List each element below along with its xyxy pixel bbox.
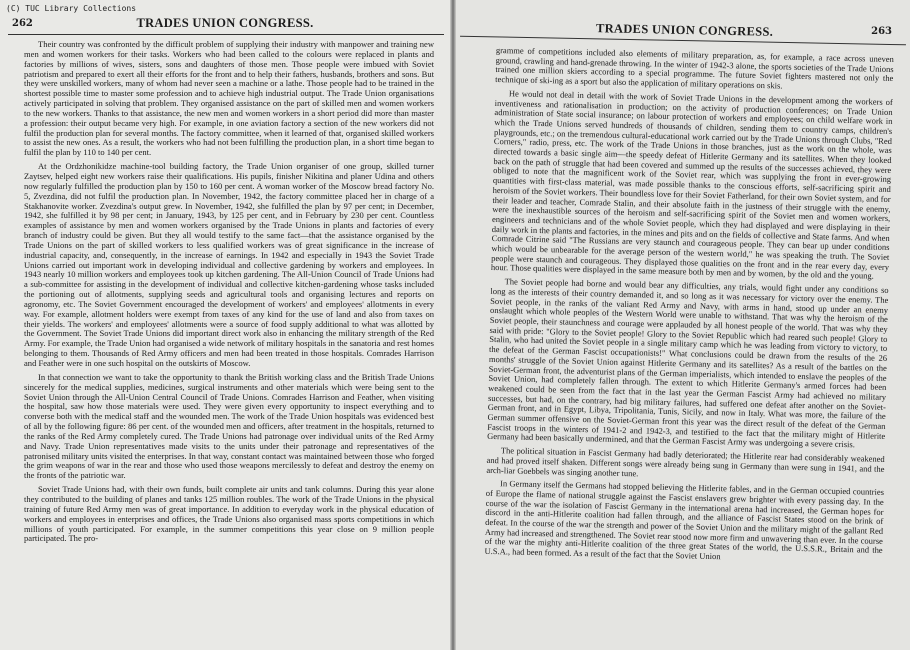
running-head: TRADES UNION CONGRESS. bbox=[136, 16, 314, 30]
paragraph: In Germany itself the Germans had stopped believing the Hitlerite fables, and in the German occupied countries of Europe the flame of national struggle against the Fascist enslavers grew brighter with every passing day. In the course of the war the isolation of Fascist Germany in the international arena had increased, the German hopes for discord in the anti-Hitlerite coalition had fallen through, and the alliance of Fascist States stood on the brink of defeat. In the course of the war the strength and power of the Soviet Union and the military might of the gallant Red Army had increased and strengthened. The Soviet rear stood now more firm and unwavering than ever. In the course of the war the mighty anti-Hitlerite coalition of the three great States of the world, the U.S.S.R., Britain and the U.S.A., had been formed. As a result of the fact that the Soviet Union bbox=[484, 478, 885, 562]
paragraph: The political situation in Fascist Germany had badly deteriorated; the Hitlerite rear had considerably weakened and had proved itself shaken. Different songs were already being sung in Germany than were sung in 1941, and the arch-liar Goebbels was singing another tune. bbox=[486, 445, 885, 478]
page-number: 262 bbox=[12, 18, 33, 29]
paragraph: In that connection we want to take the opportunity to thank the British working class and the British Trade Unions sincerely for the medical supplies, medicines, surgical instruments and other materials which were being sent to the Soviet Union through the All-Union Central Council of Trade Unions. Comrades Harrison and Feather, when visiting the hospital, saw how those materials were used. They were given every opportunity to inspect everything and to converse both with the medical staff and the wounded men. The work of the Trade Union hospitals was evidenced best of all by the following figure: 86 per cent. of the wounded men and officers, after treatment in the hospitals, returned to the ranks of the Red Army completely cured. The Trade Unions had patronage over individual units of the Red Army and Navy. Trade Union representatives made visits to the units under their patronage and representatives of the patronised military units visited the enterprises. In that way, constant contact was maintained between those who forged the grim weapons of war in the rear and those who used those weapons mercilessly to defeat and destroy the enemy on the fronts of the patriotic war. bbox=[24, 371, 434, 481]
running-head: TRADES UNION CONGRESS. bbox=[595, 21, 774, 39]
header-rule bbox=[8, 34, 444, 35]
paragraph: gramme of competitions included also elements of military preparation, as, for example, a race across uneven ground, crawling and hand-grenade throwing. In the winter of 1942-3 alone, the sports societies of the Trade Unions trained one million skiers according to a special programme. The future Soviet fighters mastered not only the technique of ski-ing as a sport but also the application of military operations on skis. bbox=[495, 45, 894, 91]
page-body bbox=[24, 40, 434, 548]
page-number: 263 bbox=[871, 26, 892, 37]
paragraph: The Soviet people had borne and would bear any difficulties, any trials, would fight under any conditions so long as the interests of their country demanded it, and so long as it was necessary for victory over the enemy. The Soviet people, in the ranks of the valiant Red Army and Navy, with arms in hand, stood up under an enemy onslaught which whole peoples of the Western World were unable to withstand. That was why the heroism of the Soviet people, their staunchness and courage were applauded by all honest people of the world. That was why they said with pride: "Glory to the Soviet people! Glory to the Soviet Republic which had reared such people! Glory to Stalin, who had united the Soviet people in a single military camp which he was leading from victory to victory, to the defeat of the German Fascist occupationists!" What conclusions could be drawn from the results of the 26 months' struggle of the Soviet Union against Hitlerite Germany and its satellites? As a result of the battles on the Soviet-German front, the adventurist plans of the German imperialists, which intended to enslave the peoples of the Soviet Union, had completely fallen through. The extent to which Hitlerite Germany's armed forces had been weakened could be seen from the fact that in the last year the German Fascist Army had achieved no military successes, but had, on the contrary, had big military failures, had suffered one defeat after another on the Soviet-German front, and in Egypt, Libya, Tripolitania, Tunis, Sicily, and now in Italy. What was more, the failure of the German summer offensive on the Soviet-German front this year was the direct result of the defeat of the German Fascist troops in the winters of 1941-2 and 1942-3, and testified to the fact that the military might of Hitlerite Germany had been basically undermined, and that the German Fascist Army was undergoing a severe crisis. bbox=[487, 276, 889, 450]
paragraph: He would not deal in detail with the work of Soviet Trade Unions in the development among the workers of inventiveness and rationalisation in production; on the activity of production conferences; on Trade Union administration of State social insurance; on labour protection of workers and employees; on child welfare work in which the Trade Unions served hundreds of thousands of children, sending them to country camps, children's playgrounds, etc.; on the tremendous cultural-educational work carried out by the Trade Unions through Clubs, "Red Corners," radio, press, etc. The work of the Trade Unions in those branches, just as the work on the whole, was directed towards a basic single aim—the speedy defeat of Hitlerite Germany and its satellites. When they looked back on the path of struggle that had been covered and summed up the results of the successes achieved, they were obliged to note that the magnificent work of the Soviet rear, which was supplying the front in ever-growing quantities with first-class material, was made possible thanks to the conscious efforts, self-sacrificing spirit and heroism of the Soviet workers. Their boundless love for their Soviet Fatherland, for their own Soviet system, and for their leader and teacher, Comrade Stalin, and their absolute faith in the justness of their struggle with the enemy, were the inexhaustible sources of the heroism and self-sacrificing spirit of the Soviet men and women workers, engineers and technicians and of the whole Soviet people, which they had displayed and were displaying in their daily work in the plants and factories, in the mines and pits and on the fields of collective and State farms. And when Comrade Citrine said "The Russians are very staunch and courageous people. They can bear up under conditions which would be unbearable for the average person of the western world," he was speaking the truth. The Soviet people were staunch and courageous. They displayed those qualities on the front and in the rear every day, every hour. Those qualities were displayed in the same measure both by men and by women, by the old and the young. bbox=[490, 88, 893, 282]
page-body bbox=[484, 46, 894, 570]
paragraph: Their country was confronted by the difficult problem of supplying their industry with manpower and training new men and women workers for their tasks. Workers who had been called to the colours were replaced in plants and factories by millions of wives, sisters, sons and daughters of those men. Those people were imbued with Soviet patriotism and prepared to exert all their efforts for the front and to help their fathers, husbands, brothers and sons. But they were unskilled workers, many of whom had never seen a machine or a lathe. Those people had to be trained in the shortest possible time to master some profession and to achieve high industrial output. The Trade Union organisations actively participated in solving that problem. They organised assistance on the part of skilled men and women workers to the new workers. Thanks to that assistance, the new men and women workers in a short period did more than master a profession: their output became very high. For example, in one aviation factory a section of the new workers did not fulfil the production plan for several months. The factory committee, when it learned of that, organised skilled workers to assist the new ones. As a result, the workers who had not been fulfilling the production plan, in a short time began to fulfil the plan by 110 to 140 per cent. bbox=[24, 39, 434, 158]
paragraph: At the Ordzhonikidze machine-tool building factory, the Trade Union organiser of one group, skilled turner Zaytsev, helped eight new workers raise their qualifications. His pupils, finisher Nikitina and planer Udina and others now regularly fulfilled the production plan by 150 to 160 per cent. A woman worker of the Moscow bread factory No. 5, Zvezdina, did not fulfil the production plan. In November, 1942, the factory committee placed her in charge of a Stakhanovite worker. Zvezdina's output grew. In November, 1942, she fulfilled the plan by 97 per cent; in December, 1942, she fulfilled it by 98 per cent; in January, 1943, by 125 per cent, and in February by 230 per cent. Countless examples of assistance by men and women workers organised by the Trade Unions in plants and factories of every branch of industry could be given. But they all would testify to the same fact—that the assistance organised by the Trade Unions on the part of skilled workers to less qualified workers was of great significance in the increase of industrial capacity, and, consequently, in the increase of earnings. In 1942 and especially in 1943 the Soviet Trade Unions carried out important work in developing individual and collective gardening by workers and employees. In 1943 nearly 10 million workers and employees took up kitchen gardening. The All-Union Council of Trade Unions had a sub-committee for assisting in the development of individual and collective kitchen-gardening whose tasks included the portioning out of allotments, supplying seeds and agricultural tools and organising lectures and reports on agronomy, etc. The Soviet Government encouraged the development of workers' and employees' allotments in every way. For example, allotment holders were exempt from taxes of any kind for the use of land and also from taxes on their yields. The workers' and employees' allotments were a source of food supply additional to what was allotted by the Government. The Soviet Trade Unions did important direct work also in enhancing the military strength of the Red Army. For example, the Trade Union had organised a wide network of military hospitals in the sanatoria and rest homes belonging to them. Thousands of Red Army officers and men had been treated in those hospitals. Comrades Harrison and Feather were in one such hospital on the outskirts of Moscow. bbox=[24, 161, 434, 368]
left-page bbox=[0, 0, 450, 650]
watermark: (C) TUC Library Collections bbox=[6, 4, 137, 13]
paragraph: Soviet Trade Unions had, with their own funds, built complete air units and tank columns. During this year alone they contributed to the building of planes and tanks 125 million roubles. The work of the Trade Unions in the physical training of future Red Army men was of great importance. In addition to everyday work in the physical education of workers and employees in enterprises and offices, the Trade Unions also organised mass sports competitions in which millions of youth participated. For example, in the summer competitions this year close on 9 million people participated. The pro- bbox=[24, 484, 434, 544]
right-page bbox=[456, 0, 910, 650]
